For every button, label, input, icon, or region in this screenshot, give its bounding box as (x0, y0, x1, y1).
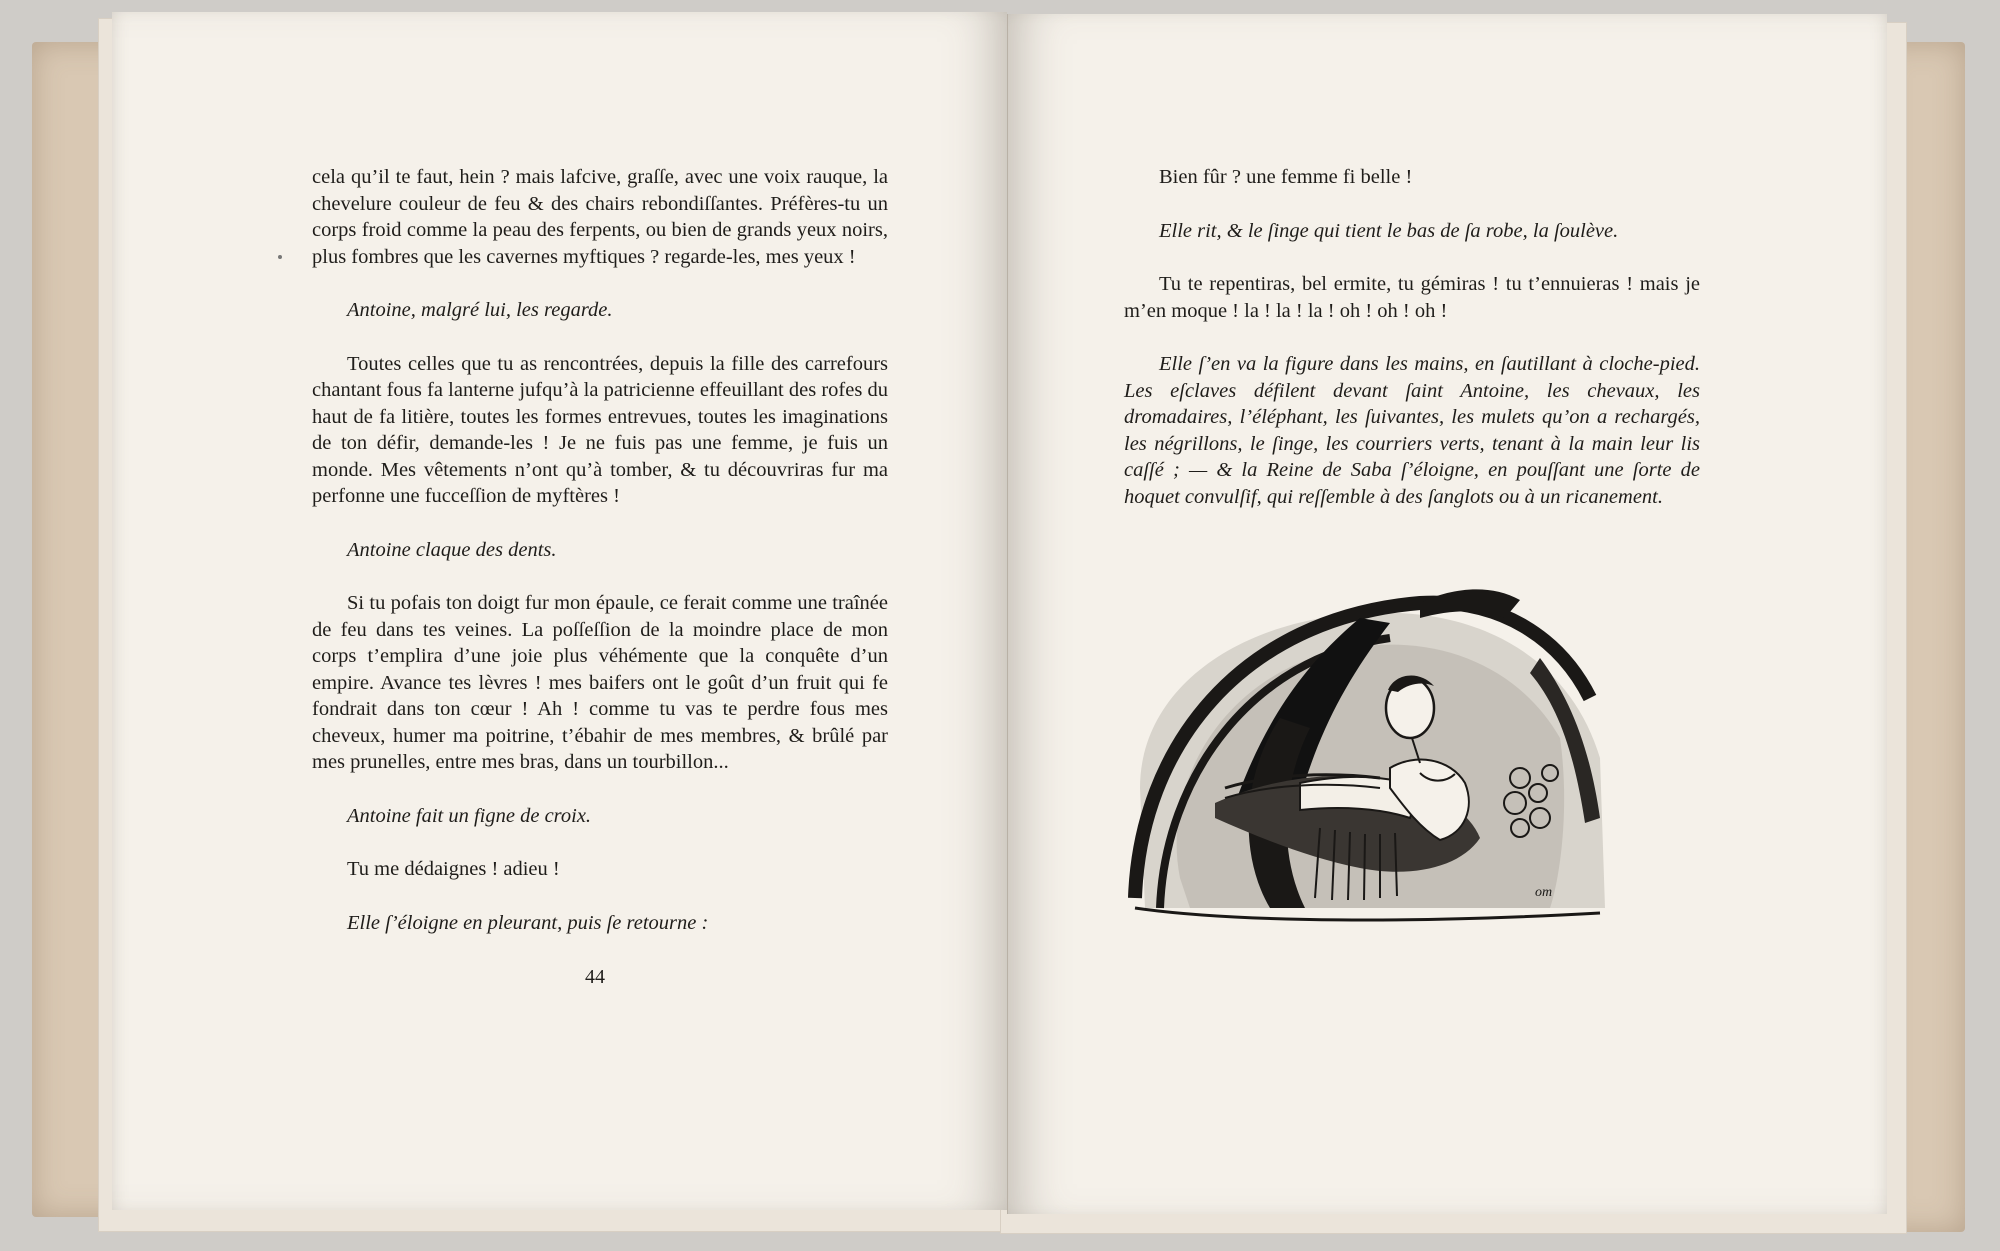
paragraph: cela qu’il te faut, hein ? mais lafcive, graſſe, avec une voix rauque, la chevelure couleur de feu & des chairs rebondiſſantes. Préfères-tu un corps froid comme la peau des ferpents, ou bien de grands yeux noirs, plus fombres que les cavernes myftiques ? regarde-les, mes yeux ! (312, 166, 888, 268)
paragraph: Bien fûr ? une femme fi belle ! (1159, 166, 1413, 188)
page-number: 44 (585, 966, 605, 988)
paragraph: Toutes celles que tu as rencontrées, depuis la fille des carrefours chantant fous fa lanterne jufqu’à la patricienne effeuillant des rofes du haut de fa litière, toutes les formes entrevues, toutes les imaginations de ton défir, demande-les ! Je ne fuis pas une femme, je fuis un monde. Mes vêtements n’ont qu’à tomber, & tu découvriras fur ma perfonne une fucceſſion de myftères ! (312, 352, 888, 507)
paragraph: Tu me dédaignes ! adieu ! (347, 858, 560, 880)
book-gutter (1007, 14, 1008, 1214)
left-page-text (312, 164, 888, 963)
stage-direction: Antoine claque des dents. (347, 538, 557, 561)
stage-direction: Antoine, malgré lui, les regarde. (347, 299, 613, 321)
illustration-signature: om (1535, 885, 1553, 900)
ink-speck (278, 255, 282, 259)
stage-direction: Elle rit, & le ſinge qui tient le bas de ſa robe, la ſoulève. (1159, 219, 1619, 242)
paragraph: Si tu pofais ton doigt fur mon épaule, ce ferait comme une traînée de feu dans tes veines. La poſſeſſion de la moindre place de mon corps t’emplira d’une joie plus véhémente que la conquête d’un empire. Avance tes lèvres ! mes baifers ont le goût d’un fruit qui fe fondrait dans ton cœur ! Ah ! comme tu vas te perdre fous mes cheveux, humer ma poitrine, t’ébahir de mes membres, & brûlé par mes prunelles, entre mes bras, dans un tourbillon... (312, 592, 888, 773)
queen-of-sheba-illustration (1120, 578, 1615, 953)
stage-direction: Elle ſ’en va la figure dans les mains, en ſautillant à cloche-pied. Les eſclaves défilent devant ſaint Antoine, les chevaux, les dromadaires, l’éléphant, les ſuivantes, les mulets qu’on a rechargés, les négrillons, le ſinge, les courriers verts, tenant à la main leur lis caſſé ; — & la Reine de Saba ſ’éloigne, en pouſſant une ſorte de hoquet convulſif, qui reſſemble à des ſanglots ou à un ricanement. (1124, 353, 1700, 508)
right-page-text (1124, 164, 1700, 537)
paragraph: Tu te repentiras, bel ermite, tu gémiras ! tu t’ennuieras ! mais je m’en moque ! la ! la ! la ! oh ! oh ! oh ! (1124, 273, 1700, 322)
stage-direction: Elle ſ’éloigne en pleurant, puis ſe retourne : (347, 911, 709, 934)
stage-direction: Antoine fait un figne de croix. (347, 804, 592, 827)
